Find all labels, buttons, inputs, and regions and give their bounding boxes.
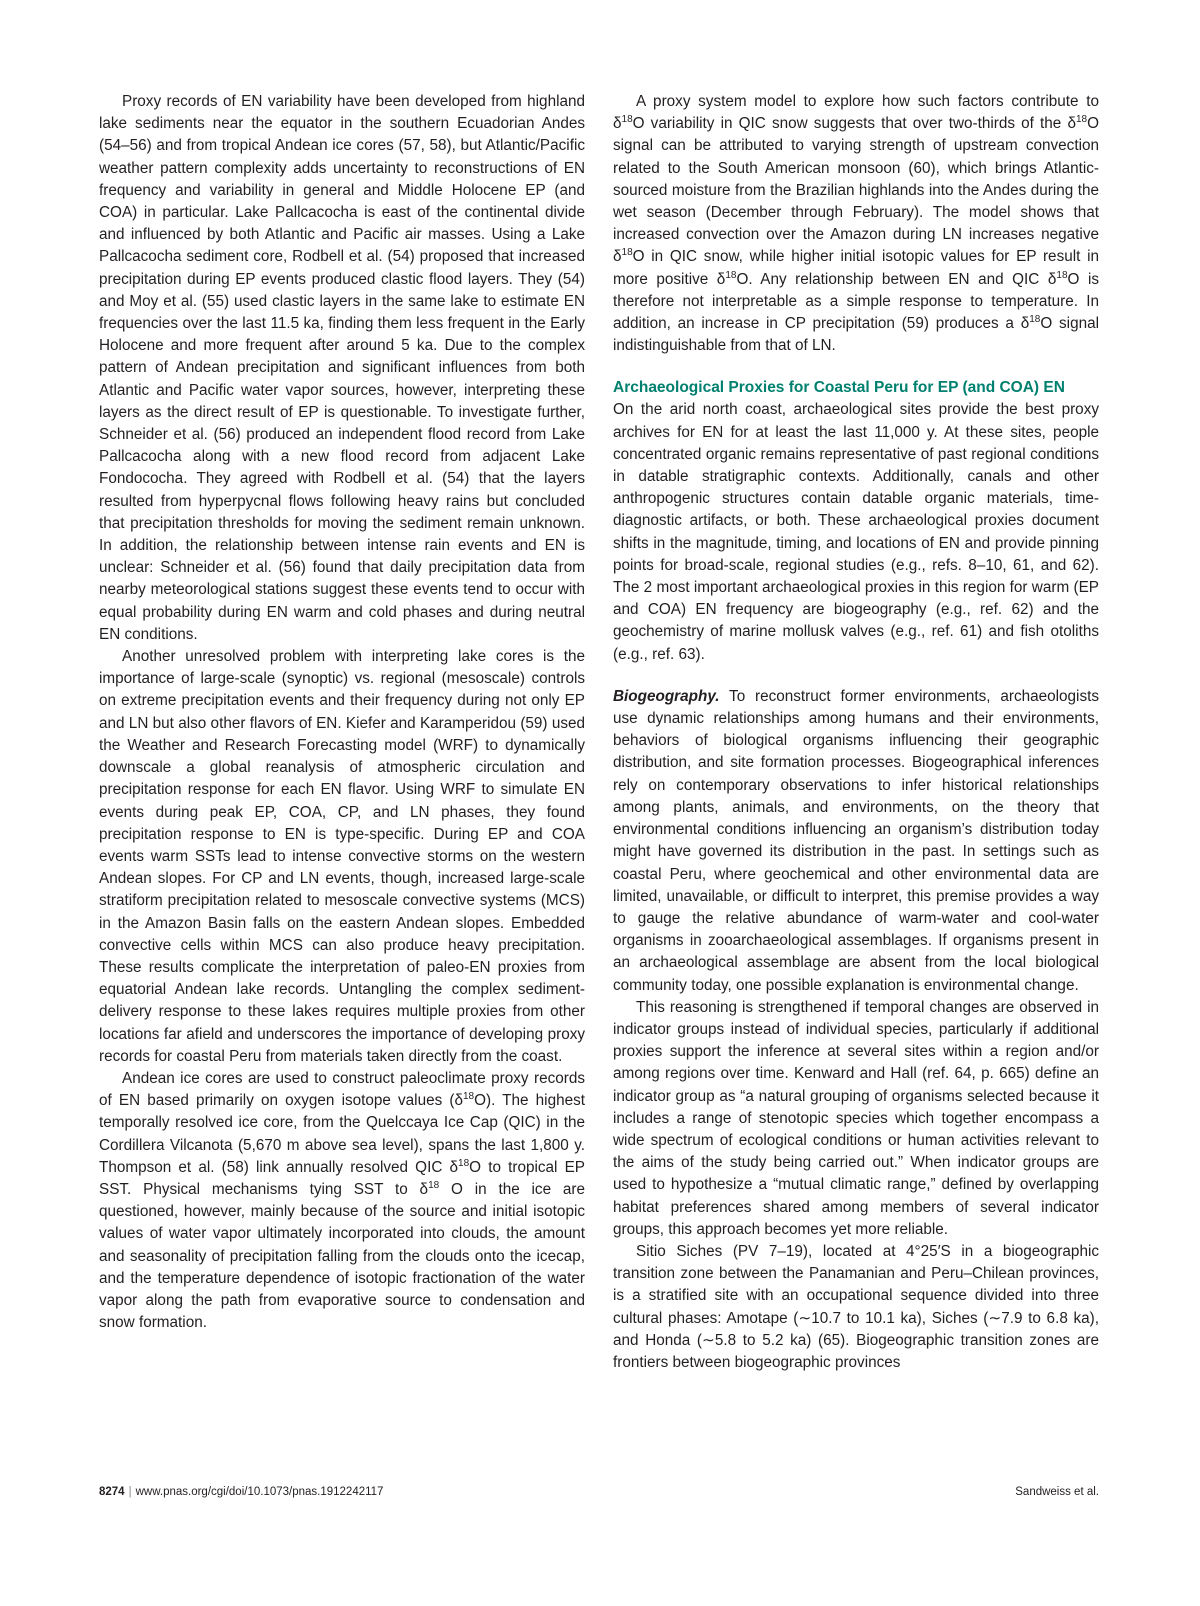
- paragraph: On the arid north coast, archaeological sites provide the best proxy archives for EN for at least the last 11,000 y. At these sites, people concentrated organic remains representative of past regional conditions in datable stratigraphic contexts. Additionally, canals and other anthropogenic structures contain datable organic materials, time-diagnostic artifacts, or both. These archaeological proxies document shifts in the magnitude, timing, and locations of EN and provide pinning points for broad-scale, regional studies (e.g., refs. 8–10, 61, and 62). The 2 most important archaeological proxies in this region for warm (EP and COA) EN frequency are biogeography (e.g., ref. 62) and the geochemistry of marine mollusk valves (e.g., ref. 61) and fish otoliths (e.g., ref. 63).: [613, 401, 1099, 663]
- paragraph: Another unresolved problem with interpreting lake cores is the importance of large-scale (synoptic) vs. regional (mesoscale) controls on extreme precipitation events and their frequency during not only EP and LN but also other flavors of EN. Kiefer and Karamperidou (59) used the Weather and Research Forecasting model (WRF) to dynamically downscale a global reanalysis of atmospheric circulation and precipitation response for each EN flavor. Using WRF to simulate EN events during peak EP, COA, CP, and LN phases, they found precipitation response to EN is type-specific. During EP and COA events warm SSTs lead to intense convective storms on the western Andean slopes. For CP and LN events, though, increased large-scale stratiform precipitation related to mesoscale convective systems (MCS) in the Amazon Basin falls on the eastern Andean slopes. Embedded convective cells within MCS can also produce heavy precipitation. These results complicate the interpretation of paleo-EN proxies from equatorial Andean lake records. Untangling the complex sediment-delivery response to these lakes requires multiple proxies from other locations far afield and underscores the importance of developing proxy records for coastal Peru from materials taken directly from the coast.: [99, 648, 585, 1065]
- footer-separator: |: [128, 1486, 132, 1498]
- section-heading: Archaeological Proxies for Coastal Peru for EP (and COA) EN: [613, 379, 1065, 397]
- footer-authors: Sandweiss et al.: [1015, 1486, 1099, 1498]
- paragraph: Andean ice cores are used to construct paleoclimate proxy records of EN based primarily on oxygen isotope values $(\delta^{18}O)$. The highest temporally resolved ice core, from the Quelccaya Ice Cap (QIC) in the Cordillera Vilcanota (5,670 m above sea level), spans the last 1,800 y. Thompson et al. (58) link annually resolved QIC $\delta^{18}O$ to tropical EP SST. Physical mechanisms tying SST to $\delta^{18}$ O in the ice are questioned, however, mainly because of the source and initial isotopic values of water vapor ultimately incorporated into clouds, the amount and seasonality of precipitation falling from the clouds onto the icecap, and the temperature dependence of isotopic fractionation of the water vapor along the path from evaporative source to condensation and snow formation.: [99, 1069, 586, 1332]
- subsection-heading: Biogeography.: [613, 687, 720, 705]
- paragraph: This reasoning is strengthened if temporal changes are observed in indicator groups instead of individual species, particularly if additional proxies support the inference at several sites within a region and/or among regions over time. Kenward and Hall (ref. 64, p. 665) define an indicator group as “a natural grouping of organisms selected because it includes a range of stenotopic species which together encompass a wide spectrum of ecological conditions or human activities relevant to the aims of the study being carried out.” When indicator groups are used to hypothesize a “mutual climatic range,” defined by overlapping habitat preferences shared among members of several indicator groups, this approach becomes yet more reliable.: [613, 998, 1099, 1238]
- paragraph: A proxy system model to explore how such factors contribute to $\delta^{18}O$ variability in QIC snow suggests that over two-thirds of the $\delta^{18}O$ signal can be attributed to varying strength of upstream convection related to the South American monsoon (60), which brings Atlantic-sourced moisture from the Brazilian highlands into the Andes during the wet season (December through February). The model shows that increased convection over the Amazon during LN increases negative $\delta^{18}O$ in QIC snow, while higher initial isotopic values for EP result in more positive $\delta^{18}O$. Any relationship between EN and QIC $\delta^{18}O$ is therefore not interpretable as a simple response to temperature. In addition, an increase in CP precipitation (59) produces a $\delta^{18}O$ signal indistinguishable from that of LN.: [613, 93, 1099, 355]
- section-spacer: [613, 666, 1099, 686]
- paragraph: Biogeography. To reconstruct former environments, archaeologists use dynamic relationships among humans and their environments, behaviors of biological organisms influencing their geographic distribution, and site formation processes. Biogeographical inferences rely on contemporary observations to infer historical relationships among plants, animals, and environments, on the theory that environmental conditions influencing an organism’s distribution today might have governed its distribution in the past. In settings such as coastal Peru, where geochemical and other environmental data are limited, unavailable, or difficult to interpret, this premise provides a way to gauge the relative abundance of warm-water and cool-water organisms in zooarchaeological assemblages. If organisms present in an archaeological assemblage are absent from the local biological community today, one possible explanation is environmental change.: [613, 687, 1099, 994]
- page-footer: [99, 1485, 1099, 1499]
- left-column: [99, 91, 585, 1334]
- doi-link[interactable]: www.pnas.org/cgi/doi/10.1073/pnas.1912242117: [135, 1486, 384, 1498]
- page-number: 8274: [99, 1486, 125, 1498]
- paragraph: Proxy records of EN variability have been developed from highland lake sediments near the equator in the southern Ecuadorian Andes (54–56) and from tropical Andean ice cores (57, 58), but Atlantic/Pacific weather pattern complexity adds uncertainty to reconstructions of EN frequency and variability in general and Middle Holocene EP (and COA) in particular. Lake Pallcacocha is east of the continental divide and influenced by both Atlantic and Pacific air masses. Using a Lake Pallcacocha sediment core, Rodbell et al. (54) proposed that increased precipitation during EP events produced clastic flood layers. They (54) and Moy et al. (55) used clastic layers in the same lake to estimate EN frequencies over the last 11.5 ka, finding them less frequent in the Early Holocene and more frequent after around 5 ka. Due to the complex pattern of Andean precipitation and significant influences from both Atlantic and Pacific water vapor sources, however, interpreting these layers as the direct result of EP is questionable. To investigate further, Schneider et al. (56) produced an independent flood record from Lake Pallcacocha along with a new flood record from adjacent Lake Fondococha. They agreed with Rodbell et al. (54) that the layers resulted from hyperpycnal flows following heavy rains but concluded that precipitation thresholds for moving the sediment remain unknown. In addition, the relationship between intense rain events and EN is unclear: Schneider et al. (56) found that daily precipitation data from nearby meteorological stations suggest these events tend to occur with equal probability during EN warm and cold phases and during neutral EN conditions.: [99, 93, 585, 643]
- right-column: [613, 91, 1099, 1374]
- paragraph: Sitio Siches (PV 7–19), located at 4°25′S in a biogeographic transition zone between the Panamanian and Peru–Chilean provinces, is a stratified site with an occupational sequence divided into three cultural phases: Amotape (∼10.7 to 10.1 ka), Siches (∼7.9 to 6.8 ka), and Honda (∼5.8 to 5.2 ka) (65). Biogeographic transition zones are frontiers between biogeographic provinces: [613, 1242, 1099, 1371]
